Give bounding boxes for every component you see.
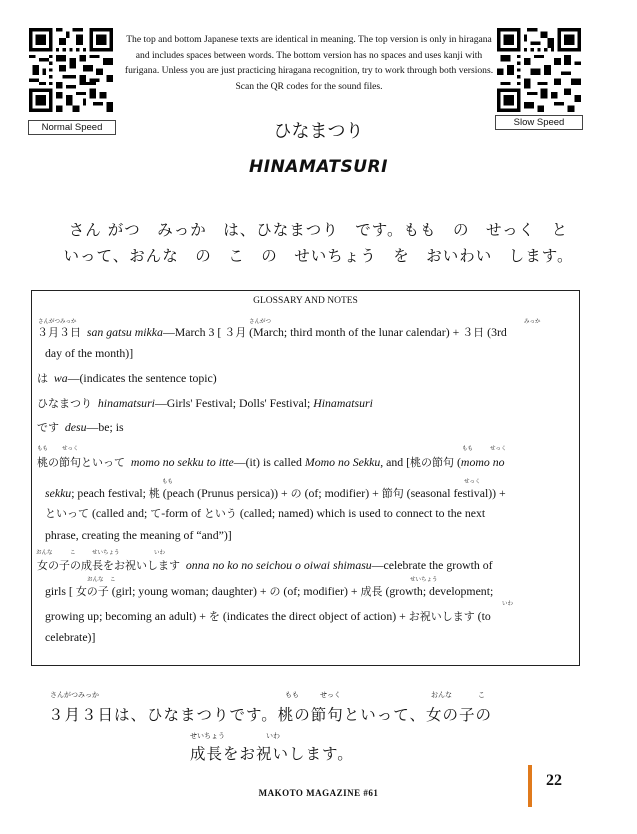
glossary-entry-continued: day of the month)] [45,346,134,360]
kanji-line-2: 成長をお祝いします。 [190,745,354,763]
page-title-romaji: HINAMATSURI [249,157,388,177]
furigana: いわ [502,601,514,607]
glossary-entry: 桃の節句といって momo no sekku to itte—(it) is called Momo no Sekku, and [桃の節句 (momo no [37,455,505,469]
page-number: 22 [546,772,562,789]
furigana: おんな [87,577,104,583]
glossary-entry: 女の子の成長をお祝いします onna no ko no seichou o oiwai shimasu—celebrate the growth of [37,558,493,572]
glossary-entry-continued: growing up; becoming an adult) + を (indicates the direct object of action) + お祝いします (to [45,609,491,623]
furigana: いわ [154,550,166,556]
furigana: こ [70,550,76,556]
glossary-entry-continued: celebrate)] [45,630,96,644]
glossary-entry: です desu—be; is [37,420,124,434]
furigana: せいちょう [190,732,225,740]
furigana: こ [110,577,116,583]
furigana: もも [462,446,474,452]
glossary-entry: は wa—(indicates the sentence topic) [37,371,217,385]
furigana: せいちょう [92,550,120,556]
furigana: せいちょう [410,577,438,583]
magazine-footer: MAKOTO MAGAZINE #61 [258,788,379,798]
furigana: こ [478,691,485,699]
glossary-entry-continued: といって (called and; て-form of という (called; named) which is used to connect to the next [45,506,486,520]
glossary-entry: ３月３日 san gatsu mikka—March 3 [ ３月 (March; third month of the lunar calendar) + ３日 (3rd [37,325,507,339]
qr-label-normal-speed: Normal Speed [28,120,116,135]
furigana: おんな [431,691,452,699]
glossary-box [31,290,580,666]
furigana: いわ [266,732,280,740]
glossary-heading: GLOSSARY AND NOTES [253,296,358,306]
furigana: せっく [320,691,341,699]
furigana: みっか [524,319,541,325]
furigana: せっく [464,479,481,485]
qr-code-icon [29,28,113,112]
furigana: せっく [62,446,79,452]
page-title-japanese: ひなまつり [273,121,364,142]
furigana: さんがつ [249,319,272,325]
glossary-entry-continued: phrase, creating the meaning of “and”)] [45,528,232,542]
hiragana-line-1: さん がつ みっか は、ひなまつり です。もも の せっく と [68,221,569,239]
kanji-line-1: ３月３日は、ひなまつりです。桃の節句といって、女の子の [48,706,492,724]
qr-code-normal-speed[interactable] [29,28,113,112]
accent-bar [528,765,532,807]
qr-code-slow-speed[interactable] [497,28,581,112]
glossary-entry: ひなまつり hinamatsuri—Girls' Festival; Dolls' Festival; Hinamatsuri [37,396,373,410]
hiragana-line-2: いって、おんな の こ の せいちょう を おいわい します。 [63,247,574,265]
furigana: せっく [490,446,507,452]
furigana: さんがつみっか [38,319,77,325]
glossary-entry-continued: sekku; peach festival; 桃 (peach (Prunus persica)) + の (of; modifier) + 節句 (seasonal festival)) + [45,486,506,500]
furigana: おんな [36,550,53,556]
qr-label-slow-speed: Slow Speed [495,115,583,130]
furigana: もも [162,479,174,485]
qr-code-icon [497,28,581,112]
furigana: もも [37,446,49,452]
furigana: さんがつみっか [50,691,99,699]
glossary-entry-continued: girls [ 女の子 (girl; young woman; daughter) + の (of; modifier) + 成長 (growth; development; [45,584,494,598]
intro-instructions: The top and bottom Japanese texts are identical in meaning. The top version is only in hiragana and includes spaces between words. The bottom version has no spaces and uses kanji with furigana. Unless you are just practicing hiragana recognition, try to work through both versions. Scan the QR codes for the sound files. [124,34,494,92]
furigana: もも [285,691,299,699]
